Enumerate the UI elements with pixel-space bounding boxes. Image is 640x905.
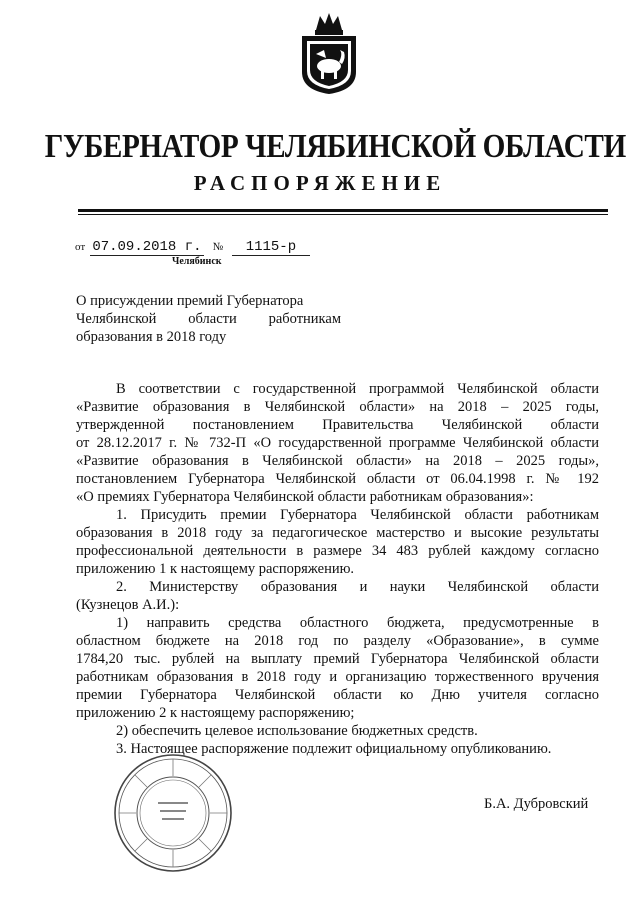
preamble-line: В соответствии с государственной программой Челябинской области <box>116 381 599 397</box>
document-date: 07.09.2018 г. <box>90 239 204 256</box>
preamble-line: «Развитие образования в Челябинской области» на 2018 – 2025 годы», <box>76 453 599 469</box>
item-2-1-line: премии Губернатора Челябинской области ко Дню учителя согласно <box>76 687 599 703</box>
subject-line: Челябинской области работникам <box>76 311 341 327</box>
item-1-line: образования в 2018 году за педагогическое мастерство и высокие результаты <box>76 525 599 541</box>
document-number: 1115-р <box>232 239 310 256</box>
chelyabinsk-coat-of-arms-icon <box>296 10 362 96</box>
issuer-title: ГУБЕРНАТОР ЧЕЛЯБИНСКОЙ ОБЛАСТИ <box>44 128 626 165</box>
item-1-line: 1. Присудить премии Губернатора Челябинской области работникам <box>116 507 599 523</box>
item-2-1-line: приложению 2 к настоящему распоряжению; <box>76 705 355 721</box>
preamble-line: постановлением Губернатора Челябинской области от 06.04.1998 г. № 192 <box>76 471 599 487</box>
item-2-line: 2. Министерству образования и науки Челябинской области <box>116 579 599 595</box>
item-1-line: профессиональной деятельности в размере 34 483 рублей каждому согласно <box>76 543 599 559</box>
from-label: от <box>75 241 86 253</box>
official-round-seal-icon <box>112 752 234 874</box>
subject-line: образования в 2018 году <box>76 329 227 345</box>
header-divider-thick <box>78 209 608 212</box>
preamble-line: от 28.12.2017 г. № 732-П «О государственной программе Челябинской области <box>76 435 599 451</box>
item-1-line: приложению 1 к настоящему распоряжению. <box>76 561 355 577</box>
item-2-line: (Кузнецов А.И.): <box>76 597 180 613</box>
item-2-1-line: работникам образования в 2018 году и организацию торжественного вручения <box>76 669 599 685</box>
item-2-1-line: 1784,20 тыс. рублей на выплату премий Губернатора Челябинской области <box>76 651 599 667</box>
city-label: Челябинск <box>172 256 222 267</box>
preamble-line: «Развитие образования в Челябинской области» на 2018 – 2025 годы, <box>76 399 599 415</box>
signatory-name: Б.А. Дубровский <box>484 796 589 812</box>
item-3-line: 3. Настоящее распоряжение подлежит официальному опубликованию. <box>116 741 552 757</box>
preamble-line: утвержденной постановлением Правительства Челябинской области <box>76 417 599 433</box>
subject-line: О присуждении премий Губернатора <box>76 293 304 309</box>
number-label: № <box>212 241 224 253</box>
document-subject <box>76 292 341 346</box>
header-divider-thin <box>78 214 608 215</box>
preamble-line: «О премиях Губернатора Челябинской области работникам образования»: <box>76 489 534 505</box>
item-2-1-line: 1) направить средства областного бюджета, предусмотренные в <box>116 615 599 631</box>
item-2-2-line: 2) обеспечить целевое использование бюджетных средств. <box>116 723 478 739</box>
item-2-1-line: областном бюджете на 2018 год по разделу «Образование», в сумме <box>76 633 599 649</box>
document-body <box>76 380 599 758</box>
document-type: РАСПОРЯЖЕНИЕ <box>193 171 447 195</box>
